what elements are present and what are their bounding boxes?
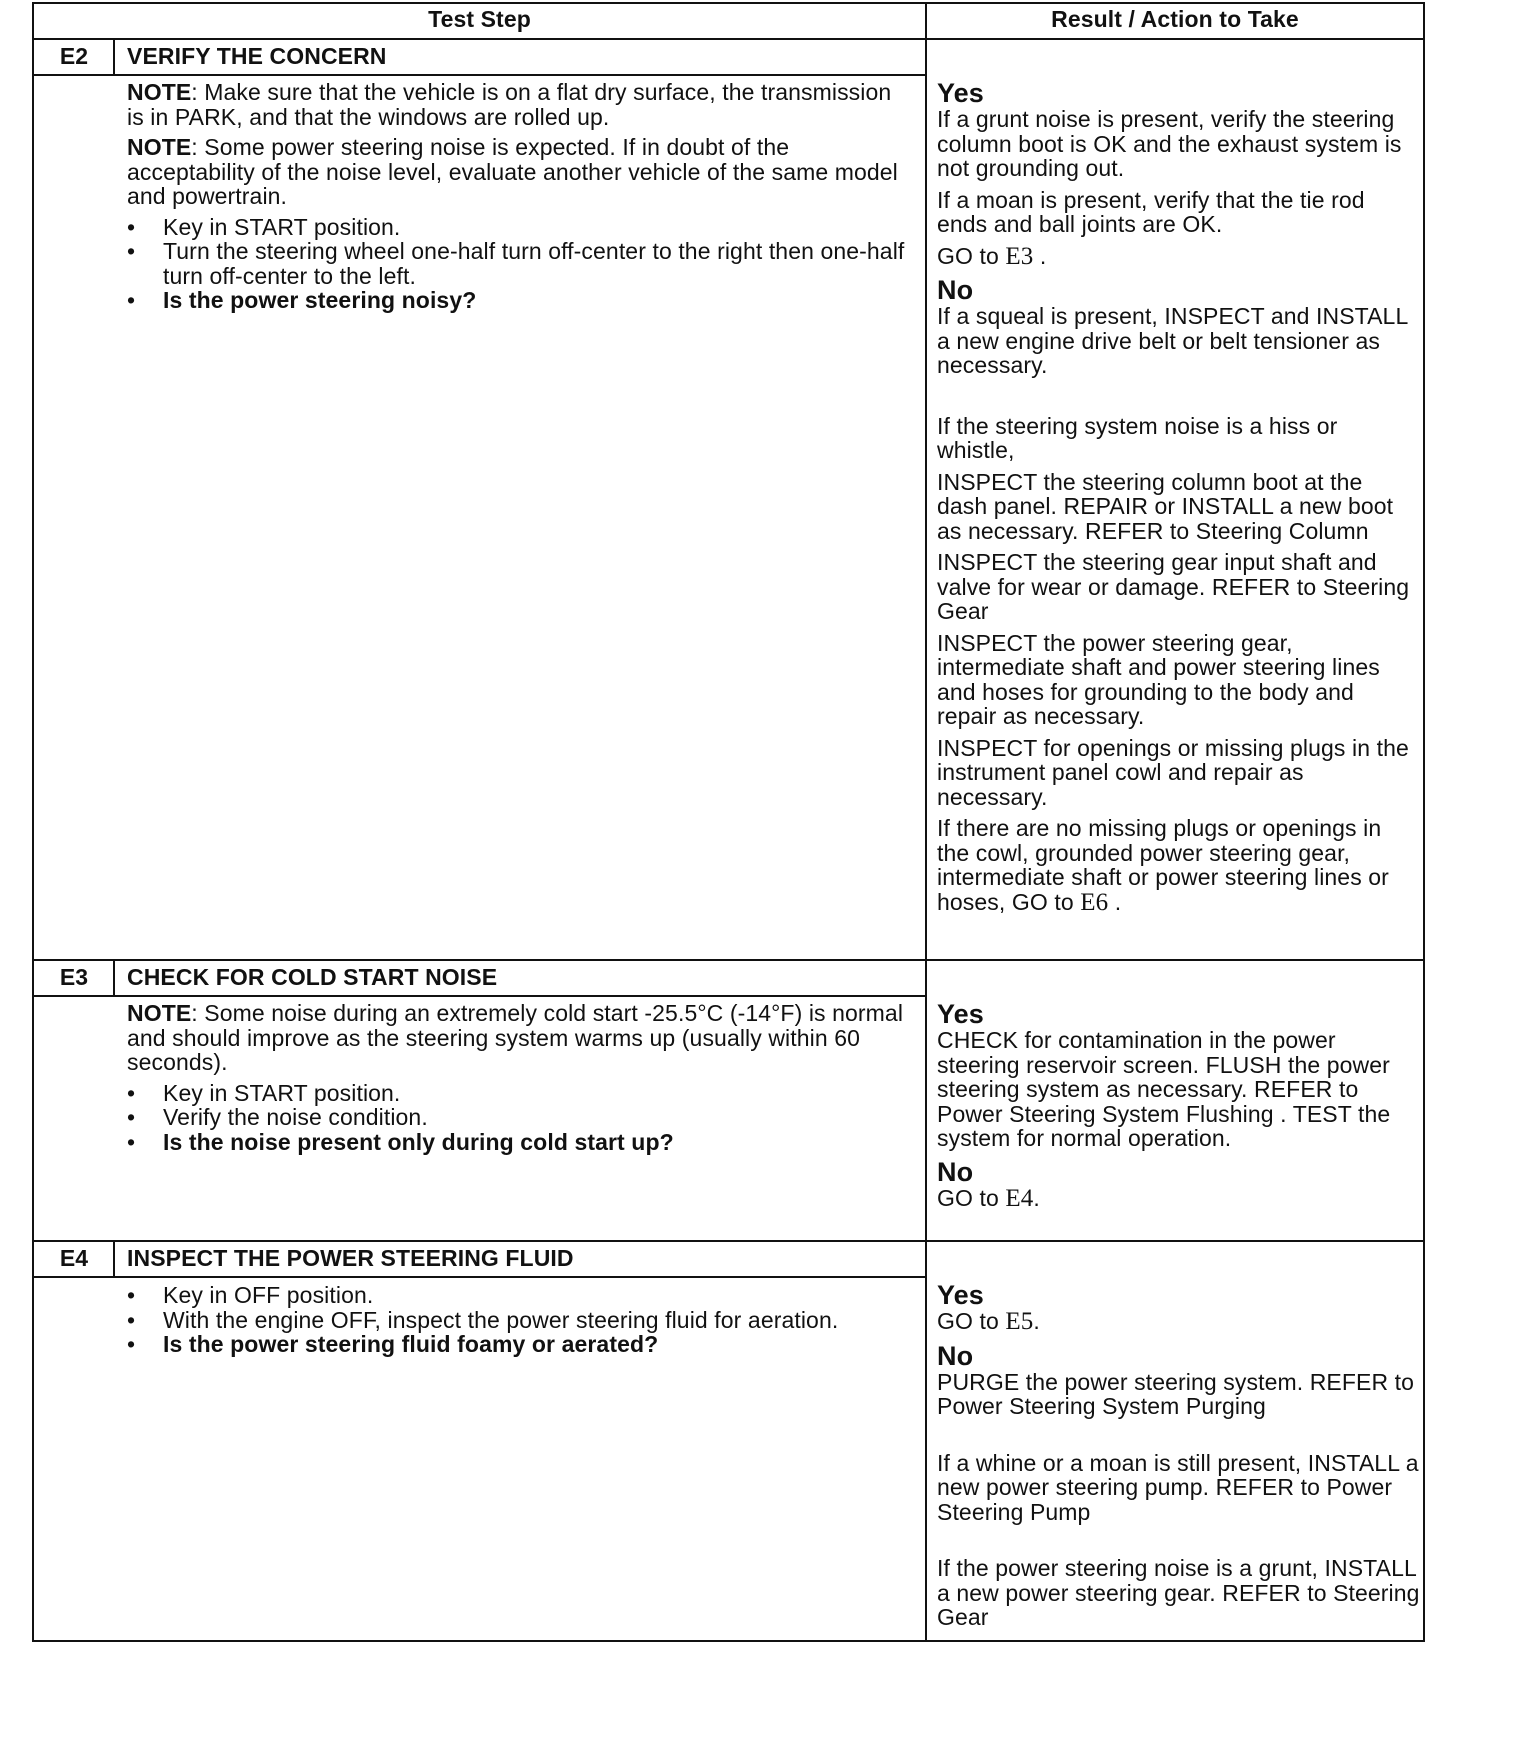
step-title-divider-e3 [32,995,926,997]
result-e3: Yes CHECK for contamination in the power steering reservoir screen. FLUSH the power steering system as necessary. REFER to Power Steering System Flushing . TEST the system for normal operation. No GO to E4. [937,1000,1407,1218]
step-title-e2: VERIFY THE CONCERN [127,43,387,69]
note: NOTE: Some noise during an extremely cold start -25.5°C (-14°F) is normal and should improve as the steering system warms up (usually within 60 seconds). [127,1000,904,1075]
note: NOTE: Make sure that the vehicle is on a flat dry surface, the transmission is in PARK, and that the windows are rolled up. [127,79,892,130]
step-title-e3: CHECK FOR COLD START NOISE [127,964,498,990]
no-label: No [937,1156,974,1187]
step-id-e3: E3 [59,964,89,990]
bullet-item: • Key in START position. [127,1079,401,1106]
yes-label: Yes [937,999,984,1029]
bullet-item: • Key in OFF position. [127,1282,374,1308]
step-title-divider-e2 [32,74,926,76]
bullet-item: • Verify the noise condition. [127,1104,428,1130]
note: NOTE: Some power steering noise is expected. If in doubt of the acceptability of the noise level, evaluate another vehicle of the same model and powertrain. [127,134,898,209]
step-title-divider-e4 [32,1276,926,1278]
step-body-e2 [127,80,907,313]
step-id-e4: E4 [59,1245,89,1271]
bullet-question: • Is the noise present only during cold start up? [127,1128,674,1155]
bullet-question: • Is the power steering fluid foamy or aerated? [127,1331,659,1357]
bullet-item: • Key in START position. [127,213,401,240]
result-e4: Yes GO to E5. No PURGE the power steering system. REFER to Power Steering System Purging If a whine or a moan is still present, INSTALL a new power steering pump. REFER to Power Steering Pump If the power steering noise is a grunt, INSTALL a new power steering gear. REFER to Steering Gear [937,1280,1420,1630]
step-title-e4: INSPECT THE POWER STEERING FLUID [127,1245,574,1271]
no-label: No [937,275,974,305]
step-id-e2: E2 [59,43,89,69]
step-body-e3 [127,1001,907,1154]
column-header-result-action: Result / Action to Take [1051,6,1299,32]
column-divider [925,2,927,1642]
result-e2: Yes If a grunt noise is present, verify the steering column boot is OK and the exhaust system is not grounding out. If a moan is present, verify that the tie rod ends and ball joints are OK. GO to E3 . No If a squeal is present, INSPECT and INSTALL a new engine drive belt or belt tensioner as necessary. If the steering system noise is a hiss or whistle, INSPECT the steering column boot at the dash panel. REPAIR or INSTALL a new boot as necessary. REFER to Steering Column INSPECT the steering gear input shaft and valve for wear or damage. REFER to Steering Gear INSPECT the power steering gear, intermediate shaft and power steering lines and hoses for grounding to the body and repair as necessary. INSPECT for openings or missing plugs in the instrument panel cowl and repair as necessary. If there are no missing plugs or openings in the cowl, grounded power steering gear, intermediate shaft or power steering lines or hoses, GO to E6 . [937,79,1417,922]
bullet-item: • With the engine OFF, inspect the power steering fluid for aeration. [127,1306,839,1333]
step-body-e4 [127,1283,907,1357]
bullet-item: • Turn the steering wheel one-half turn off-center to the right then one-half turn off-center to the left. [127,238,905,289]
goto-link[interactable]: If there are no missing plugs or openings in the cowl, grounded power steering gear, intermediate shaft or power steering lines or hoses, GO to E6 . [937,815,1389,916]
goto-link[interactable]: GO to E5. [937,1308,1040,1335]
no-label: No [937,1340,974,1371]
yes-label: Yes [937,1280,984,1310]
row-divider-e3 [32,959,1425,961]
goto-link[interactable]: GO to E3 . [937,242,1047,270]
bullet-question: • Is the power steering noisy? [127,287,477,313]
yes-label: Yes [937,78,984,108]
row-divider-e4 [32,1240,1425,1242]
header-divider [32,38,1425,40]
column-header-test-step: Test Step [428,6,531,32]
goto-link[interactable]: GO to E4. [937,1184,1040,1212]
